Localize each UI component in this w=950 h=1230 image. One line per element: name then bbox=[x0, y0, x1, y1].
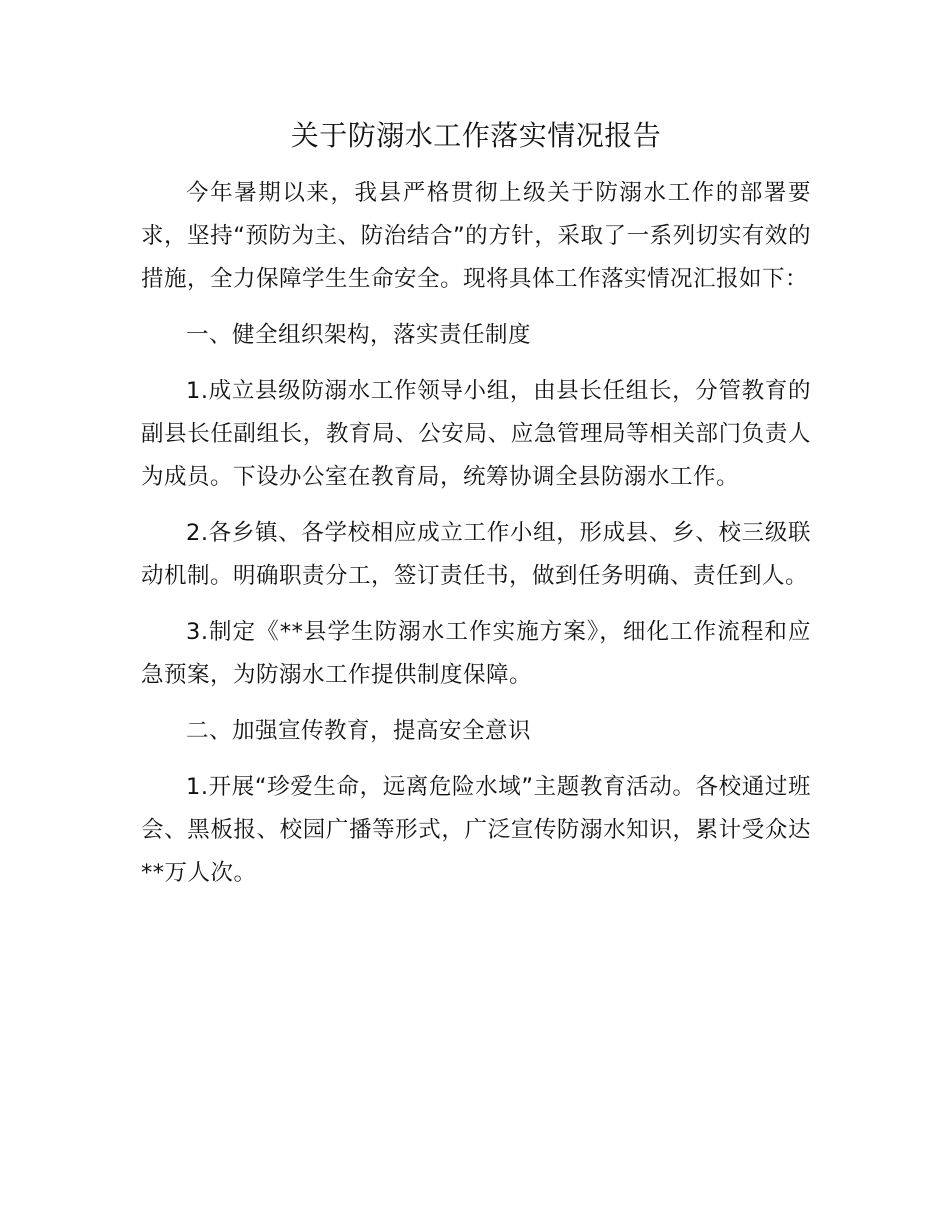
section2-item-1: 1.开展“珍爱生命，远离危险水域”主题教育活动。各校通过班会、黑板报、校园广播等形式，广泛宣传防溺水知识，累计受众达**万人次。 bbox=[141, 774, 811, 886]
section1-item-2: 2.各乡镇、各学校相应成立工作小组，形成县、乡、校三级联动机制。明确职责分工，签订责任书，做到任务明确、责任到人。 bbox=[141, 520, 811, 589]
section1-item-3: 3.制定《**县学生防溺水工作实施方案》，细化工作流程和应急预案，为防溺水工作提供制度保障。 bbox=[141, 619, 811, 688]
section-heading-1: 一、健全组织架构，落实责任制度 bbox=[186, 322, 532, 348]
section-heading-2: 二、加强宣传教育，提高安全意识 bbox=[186, 718, 532, 744]
intro-paragraph: 今年暑期以来，我县严格贯彻上级关于防溺水工作的部署要求，坚持“预防为主、防治结合”的方针，采取了一系列切实有效的措施，全力保障学生生命安全。现将具体工作落实情况汇报如下： bbox=[141, 180, 811, 292]
section1-item-1: 1.成立县级防溺水工作领导小组，由县长任组长，分管教育的副县长任副组长，教育局、公安局、应急管理局等相关部门负责人为成员。下设办公室在教育局，统筹协调全县防溺水工作。 bbox=[141, 378, 811, 490]
document-body bbox=[141, 112, 811, 908]
document-title: 关于防溺水工作落实情况报告 bbox=[290, 119, 662, 152]
